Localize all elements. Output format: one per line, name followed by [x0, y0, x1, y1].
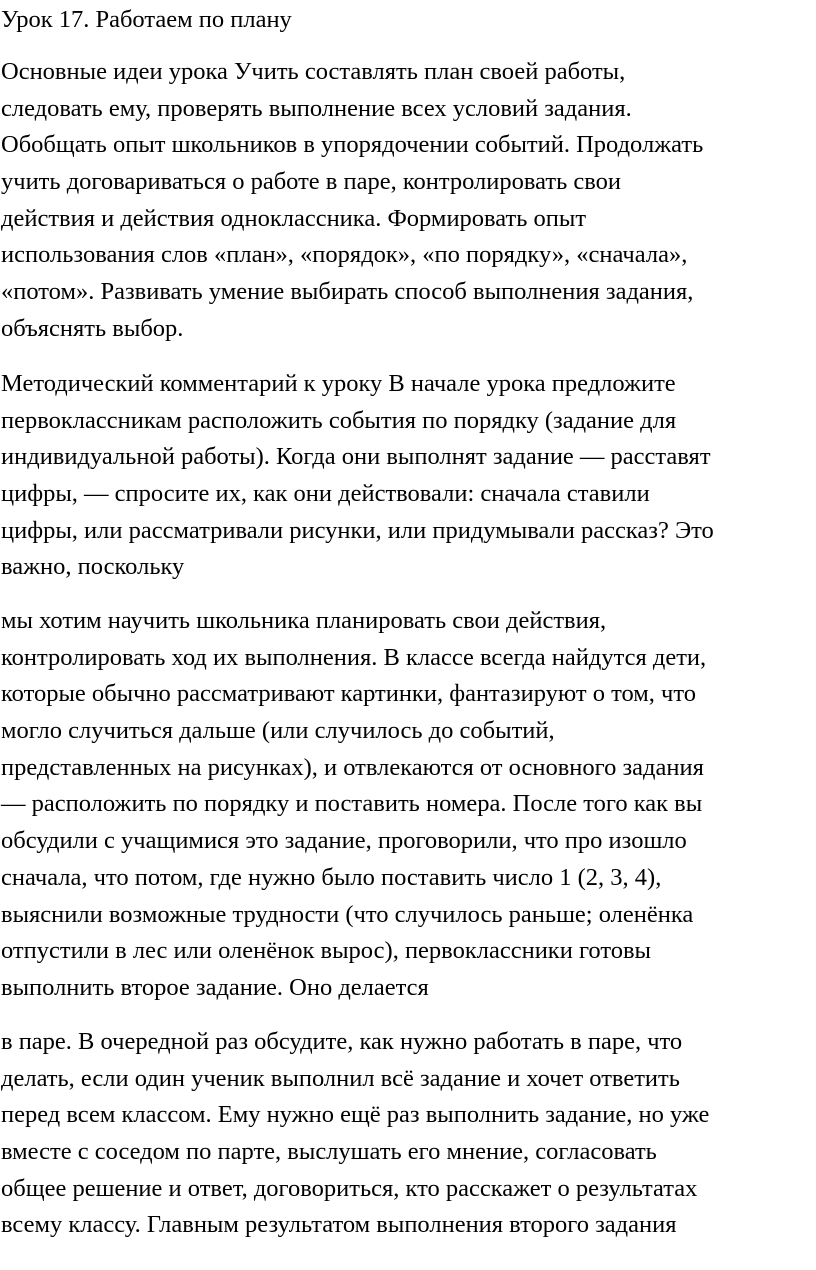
text-line: учить договариваться о работе в паре, контролировать свои	[1, 168, 622, 196]
text-line: объяснять выбор.	[1, 314, 184, 342]
text-line: использования слов «план», «порядок», «по порядку», «сначала»,	[1, 241, 688, 269]
text-line: обсудили с учащимися это задание, проговорили, что про изошло	[1, 827, 687, 855]
text-line: общее решение и ответ, договориться, кто расскажет о результатах	[1, 1174, 698, 1202]
text-line: следовать ему, проверять выполнение всех условий задания.	[1, 94, 632, 122]
text-line: — расположить по порядку и поставить номера. После того как вы	[1, 790, 703, 818]
text-line: в паре. В очередной раз обсудите, как нужно работать в паре, что	[1, 1028, 683, 1055]
text-line: представленных на рисунках), и отвлекаются от основного задания	[1, 753, 704, 781]
text-line: делать, если один ученик выполнил всё задание и хочет ответить	[1, 1064, 680, 1092]
text-line: «потом». Развивать умение выбирать способ выполнения задания,	[1, 278, 694, 306]
paragraph-pair-work	[1, 1024, 813, 1244]
text-line: цифры, или рассматривали рисунки, или придумывали рассказ? Это	[1, 516, 714, 544]
text-line: которые обычно рассматривают картинки, фантазируют о том, что	[1, 680, 696, 708]
text-line: перед всем классом. Ему нужно ещё раз выполнить задание, но уже	[1, 1101, 710, 1129]
lesson-title: Урок 17. Работаем по плану	[1, 6, 292, 33]
paragraph-main-ideas	[1, 54, 813, 348]
text-line: отпустили в лес или оленёнок вырос), первоклассники готовы	[1, 937, 651, 965]
paragraph-planning	[1, 603, 813, 1007]
text-line: индивидуальной работы). Когда они выполнят задание — расставят	[1, 443, 711, 471]
text-line: мы хотим научить школьника планировать свои действия,	[1, 607, 607, 634]
text-line: могло случиться дальше (или случилось до событий,	[1, 717, 555, 745]
text-line: Основные идеи урока Учить составлять план своей работы,	[1, 58, 626, 85]
text-line: важно, поскольку	[1, 553, 185, 581]
text-line: Обобщать опыт школьников в упорядочении событий. Продолжать	[1, 131, 704, 159]
text-line: первоклассникам расположить события по порядку (задание для	[1, 406, 677, 434]
text-line: всему классу. Главным результатом выполнения второго задания	[1, 1211, 677, 1239]
text-line: Методический комментарий к уроку В начале урока предложите	[1, 370, 676, 397]
text-line: выяснили возможные трудности (что случилось раньше; оленёнка	[1, 900, 694, 928]
text-line: цифры, — спросите их, как они действовали: сначала ставили	[1, 480, 650, 508]
paragraph-method-comment	[1, 366, 813, 586]
text-line: вместе с соседом по парте, выслушать его мнение, согласовать	[1, 1138, 657, 1166]
text-line: сначала, что потом, где нужно было поставить число 1 (2, 3, 4),	[1, 863, 662, 891]
text-line: контролировать ход их выполнения. В классе всегда найдутся дети,	[1, 643, 707, 671]
text-line: действия и действия одноклассника. Формировать опыт	[1, 204, 587, 232]
text-line: выполнить второе задание. Оно делается	[1, 973, 429, 1001]
